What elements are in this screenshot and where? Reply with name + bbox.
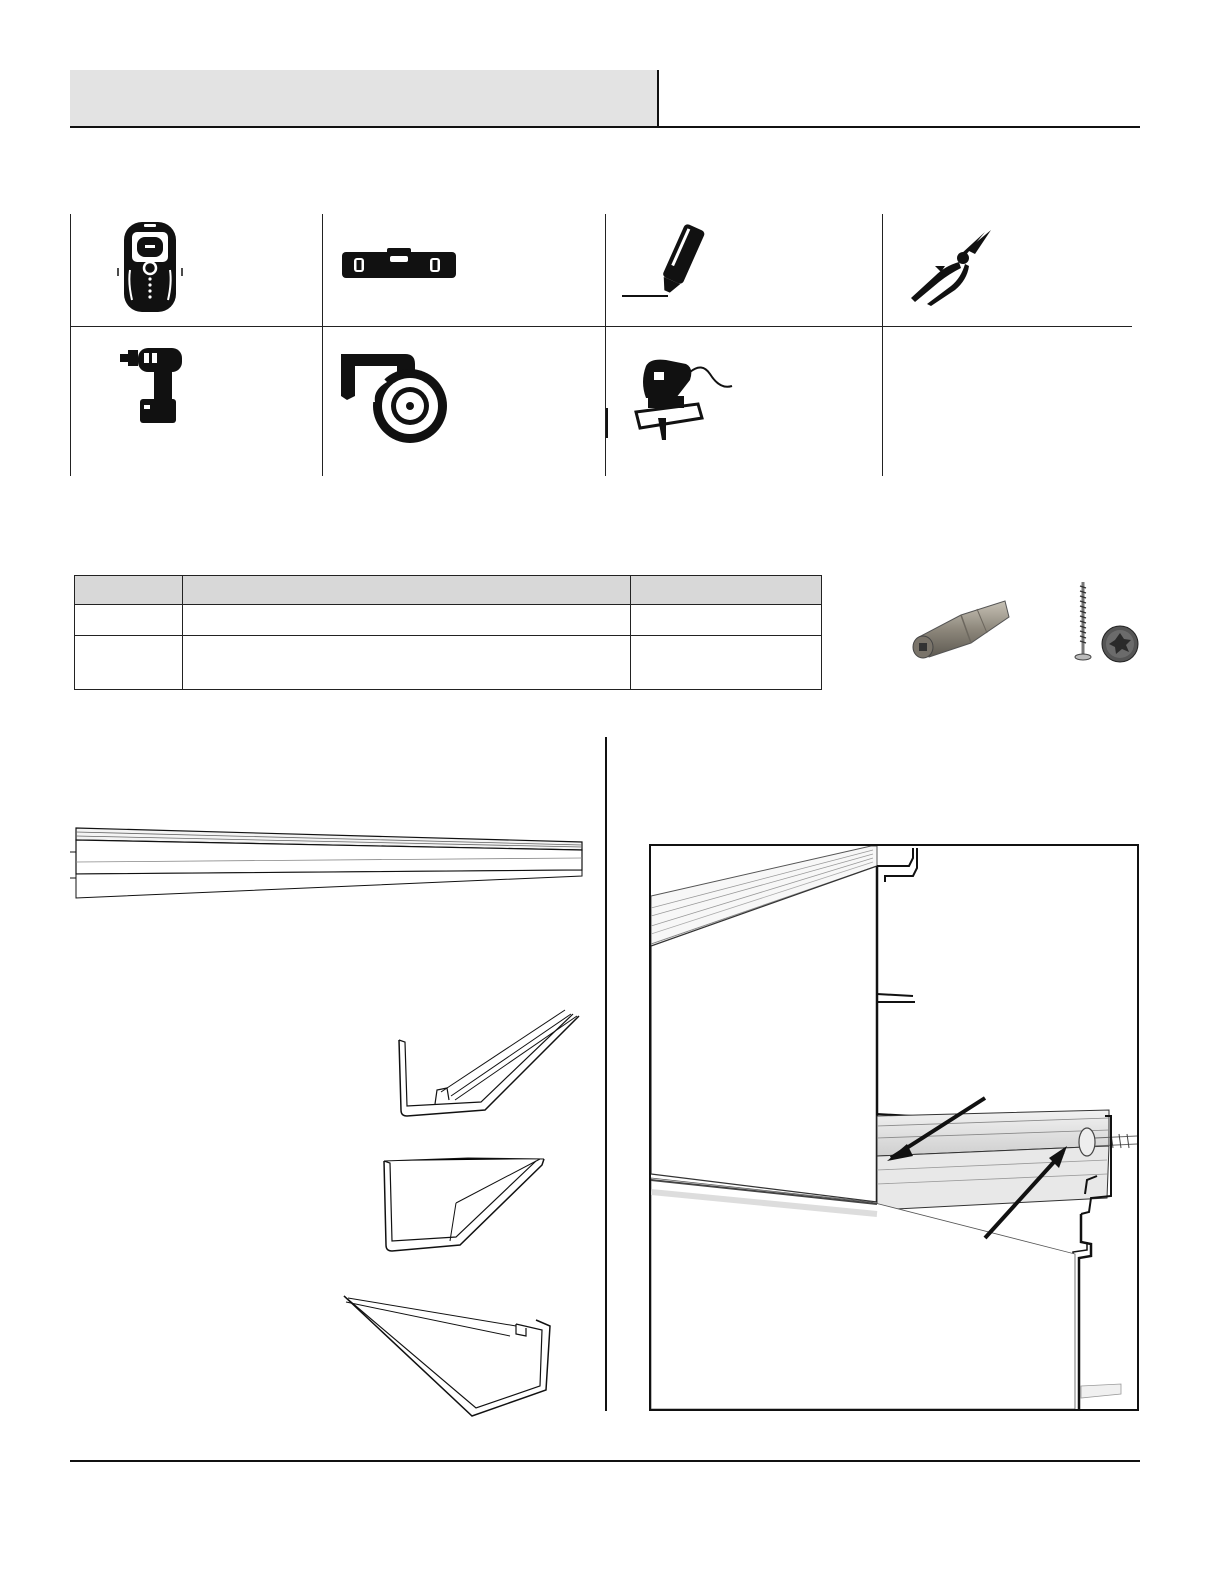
tools-grid-line xyxy=(70,214,71,476)
tin-snips-icon xyxy=(905,226,995,306)
table-header-cell xyxy=(75,576,183,605)
column-divider xyxy=(605,737,607,1411)
table-cell xyxy=(183,636,631,690)
table-cell xyxy=(75,605,183,636)
header-divider xyxy=(657,70,659,127)
circular-saw-icon xyxy=(335,346,451,446)
installation-detail-drawing xyxy=(651,846,1137,1409)
footer-rule xyxy=(70,1460,1140,1462)
wall-panel-illustration xyxy=(70,822,590,912)
table-header-cell xyxy=(631,576,822,605)
cordless-drill-icon xyxy=(118,345,198,427)
table-header-cell xyxy=(183,576,631,605)
marker-icon xyxy=(620,220,710,300)
trim-u-channel xyxy=(380,1155,560,1255)
tools-grid-line xyxy=(882,214,883,476)
torx-bit-icon xyxy=(905,595,1015,665)
trim-j-channel xyxy=(395,1006,585,1126)
table-cell xyxy=(631,636,822,690)
panel-installation-detail xyxy=(649,844,1139,1411)
table-cell xyxy=(631,605,822,636)
table-cell xyxy=(183,605,631,636)
hardware-table xyxy=(74,575,822,690)
level-icon xyxy=(340,240,460,280)
jigsaw-icon xyxy=(606,352,736,444)
trim-corner-channel xyxy=(340,1290,560,1420)
header-rule xyxy=(70,126,1140,128)
table-row xyxy=(75,636,822,690)
table-row xyxy=(75,605,822,636)
torx-screw-icon xyxy=(1070,578,1145,666)
stud-finder-icon xyxy=(110,218,190,318)
tools-grid-line xyxy=(322,214,323,476)
table-cell xyxy=(75,636,183,690)
tools-grid-line xyxy=(70,326,1132,327)
header-title-bar xyxy=(70,70,658,126)
